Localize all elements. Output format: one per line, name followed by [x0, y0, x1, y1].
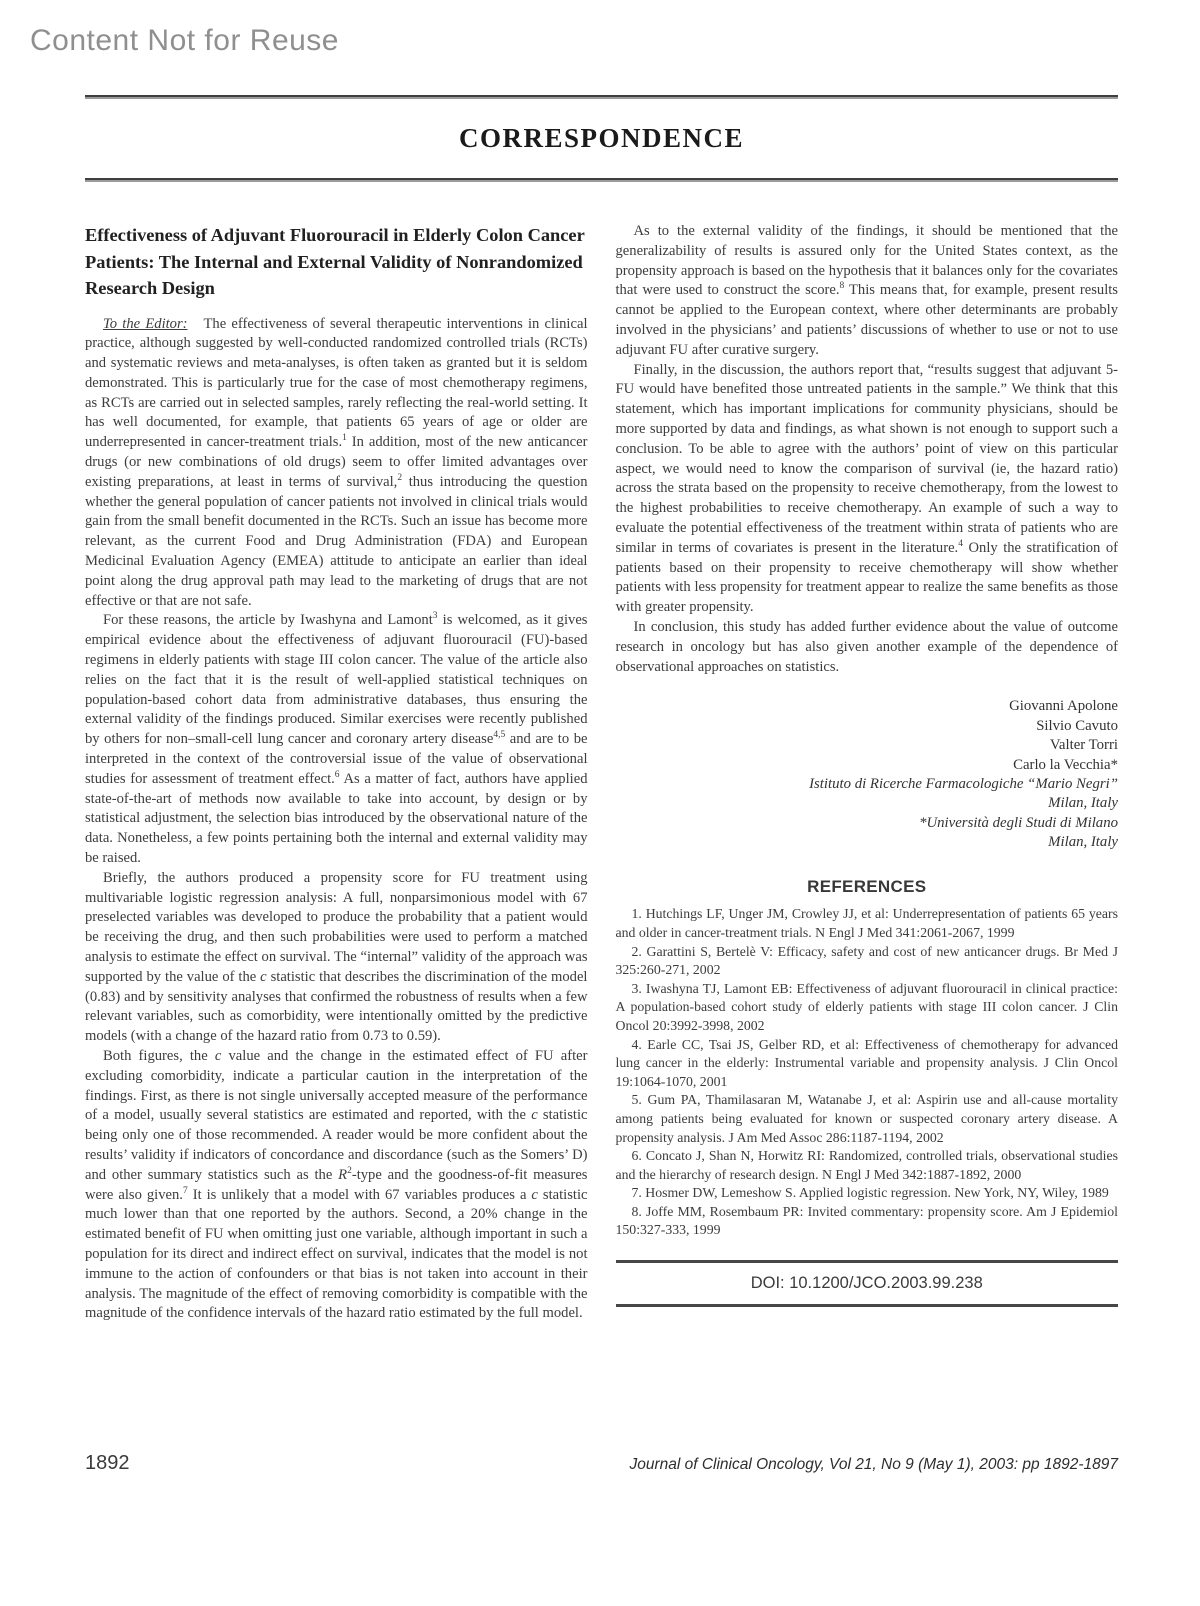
affiliation-line: Istituto di Ricerche Farmacologiche “Mario Negri”: [809, 775, 1118, 792]
doi-text: DOI: 10.1200/JCO.2003.99.238: [750, 1273, 983, 1292]
reference-item: 2. Garattini S, Bertelè V: Efficacy, safety and cost of new anticancer drugs. Br Med J 325:260-271, 2002: [615, 943, 1118, 978]
author-name: Giovanni Apolone: [1009, 698, 1118, 715]
author-name: Valter Torri: [1049, 737, 1118, 754]
section-title: CORRESPONDENCE: [458, 123, 745, 153]
references-heading: REFERENCES: [807, 876, 927, 896]
signature-block: [616, 697, 1119, 852]
left-column: [85, 222, 588, 1324]
article-title: Effectiveness of Adjuvant Fluorouracil in Elderly Colon Cancer Patients: The Internal and External Validity of Nonrandomized Research Design: [85, 225, 585, 298]
paragraph-text: The effectiveness of several therapeutic interventions in clinical practice, although suggested by well-conducted randomized controlled trials (RCTs) and systematic reviews and meta-analyses, is often taken as granted but it is seldom demonstrated. This is particularly true for the case of most chemotherapy regimens, as RCTs are carried out in selected samples, rarely reflecting the real-world setting. It has well documented, for example, that patients 65 years of age or older are underrepresented in cancer-treatment trials.$^1$ In addition, most of the new anticancer drugs (or new combinations of old drugs) seem to offer limited advantages over existing preparations, at least in terms of survival,$^2$ thus introducing the question whether the general population of cancer patients not involved in clinical trials would gain from the small benefit documented in the RCTs. Such an issue has become more relevant, as the current Food and Drug Administration (FDA) and European Medicinal Evaluation Agency (EMEA) attitude to anticipate an earlier than ideal point along the drug approval path may lead to the marketing of drugs that are not effective or that are not safe.: [85, 315, 588, 609]
doi-block: [616, 1260, 1119, 1307]
paragraph: Briefly, the authors produced a propensity score for FU treatment using multivariable logistic regression analysis: A full, nonparsimonious model with 67 preselected variables was developed to produce the probability that a patient would be receiving the drug, and then such probabilities were used to perform a matched analysis to estimate the effect on survival. The “internal” validity of the approach was supported by the value of the c statistic that describes the discrimination of the model (0.83) and by sensitivity analyses that confirmed the robustness of results when a few relevant variables, such as comorbidity, were intentionally omitted by the predictive models (with a change of the hazard ratio from 0.73 to 0.59).: [85, 869, 588, 1045]
reference-item: 1. Hutchings LF, Unger JM, Crowley JJ, et al: Underrepresentation of patients 65 years and older in cancer-treatment trials. N Engl J Med 341:2061-2067, 1999: [615, 906, 1118, 940]
page-number: 1892: [85, 1452, 130, 1474]
paragraph: For these reasons, the article by Iwashyna and Lamont$^3$ is welcomed, as it gives empirical evidence about the effectiveness of adjuvant fluorouracil (FU)-based regimens in elderly patients with stage III colon cancer. The value of the article also relies on the fact that it is the result of well-applied statistical techniques on population-based cohort data from administrative databases, thus ensuring the external validity of the findings produced. Similar exercises were recently published by others for non–small-cell lung cancer and coronary artery disease$^{4,5}$ and are to be interpreted in the context of the controversial issue of the value of observational studies for assessment of treatment effect.$^6$ As a matter of fact, authors have applied state-of-the-art of methods now available to take into account, by design or by statistical adjustment, the selection bias introduced by the observational nature of the data. Nonetheless, a few points pertaining both the internal and external validity may be raised.: [85, 611, 588, 867]
lead-in-salutation: To the Editor:: [103, 315, 188, 332]
references-list: [616, 905, 1119, 1240]
reference-item: 6. Concato J, Shan N, Horwitz RI: Randomized, controlled trials, observational studies and the hierarchy of research design. N Engl J Med 342:1887-1892, 2000: [615, 1148, 1118, 1182]
paragraph: Finally, in the discussion, the authors report that, “results suggest that adjuvant 5-FU would have benefited those untreated patients in the sample.” We think that this statement, which has important implications for community physicians, should be more supported by data and findings, as what shown is not enough to support such a conclusion. To be able to agree with the authors’ point of view on this particular aspect, we would need to know the comparison of survival (ie, the hazard ratio) across the strata based on the propensity to receive chemotherapy, from the lowest to the highest probabilities to receive chemotherapy. An example of such a way to evaluate the potential effectiveness of the treatment within strata of patients who are similar in terms of covariates is present in the literature.$^4$ Only the stratification of patients based on their propensity to receive chemotherapy will show whether patients with less propensity for treatment appear to realize the same benefits as those with greater propensity.: [615, 361, 1118, 616]
paragraph: Both figures, the c value and the change in the estimated effect of FU after excluding comorbidity, indicate a particular caution in the interpretation of the findings. First, as there is not single universally accepted measure of the performance of a model, usually several statistics are estimated and reported, with the c statistic being only one of those recommended. A reader would be more confident about the results’ validity if indicators of concordance and discordance (such as the Somers’ D) and other summary statistics such as the $R^2$-type and the goodness-of-fit measures were also given.$^7$ It is unlikely that a model with 67 variables produces a c statistic much lower than that one reported by the authors. Second, a 20% change in the estimated benefit of FU when omitting just one variable, although important in such a population for its direct and indirect effect on survival, indicates that the model is not immune to the action of confounders or that bias is not taken into account in their analysis. The magnitude of the effect of removing comorbidity is compatible with the magnitude of the confidence intervals of the hazard ratio estimated by the full model.: [85, 1047, 588, 1322]
page-header: [85, 95, 1118, 182]
reference-item: 8. Joffe MM, Rosembaum PR: Invited commentary: propensity score. Am J Epidemiol 150:327-333, 1999: [615, 1203, 1118, 1238]
paragraph: [85, 315, 588, 612]
header-top-rule: [85, 95, 1118, 99]
reference-item: 7. Hosmer DW, Lemeshow S. Applied logistic regression. New York, NY, Wiley, 1989: [631, 1185, 1109, 1201]
watermark-text: Content Not for Reuse: [30, 24, 339, 57]
paragraph: In conclusion, this study has added further evidence about the value of outcome research in oncology but has also given another example of the dependence of observational approaches on statistics.: [615, 618, 1118, 675]
paragraph: As to the external validity of the findings, it should be mentioned that the generalizability of results is assured only for the United States context, as the propensity approach is based on the hypothesis that it balances only for the covariates that were used to construct the score.$^8$ This means that, for example, present results cannot be applied to the European context, where other determinants are probably involved in the physicians’ and patients’ discussions of whether to use or not to use adjuvant FU after curative surgery.: [615, 223, 1118, 358]
journal-citation: Journal of Clinical Oncology, Vol 21, No 9 (May 1), 2003: pp 1892-1897: [629, 1456, 1118, 1473]
author-name: Silvio Cavuto: [1036, 717, 1118, 734]
right-column: [616, 222, 1119, 1324]
doi-bottom-rule: [616, 1304, 1119, 1307]
affiliation-line: Milan, Italy: [1048, 834, 1118, 851]
affiliation-line: *Università degli Studi di Milano: [919, 814, 1118, 831]
reference-item: 5. Gum PA, Thamilasaran M, Watanabe J, et al: Aspirin use and all-cause mortality among patients being evaluated for known or suspected coronary artery disease. A propensity analysis. J Am Med Assoc 286:1187-1194, 2002: [615, 1092, 1118, 1145]
reference-item: 3. Iwashyna TJ, Lamont EB: Effectiveness of adjuvant fluorouracil in clinical practice: A population-based cohort study of elderly patients with stage III colon cancer. J Clin Oncol 20:3992-3998, 2002: [615, 980, 1118, 1033]
reference-item: 4. Earle CC, Tsai JS, Gelber RD, et al: Effectiveness of chemotherapy for advanced lung cancer in the elderly: Instrumental variable and propensity analysis. J Clin Oncol 19:1064-1070, 2001: [615, 1036, 1118, 1089]
header-bottom-rule: [85, 178, 1118, 182]
author-name: Carlo la Vecchia*: [1013, 756, 1118, 773]
page-footer: [85, 1452, 1118, 1475]
affiliation-line: Milan, Italy: [1048, 795, 1118, 812]
two-column-body: [85, 222, 1118, 1324]
